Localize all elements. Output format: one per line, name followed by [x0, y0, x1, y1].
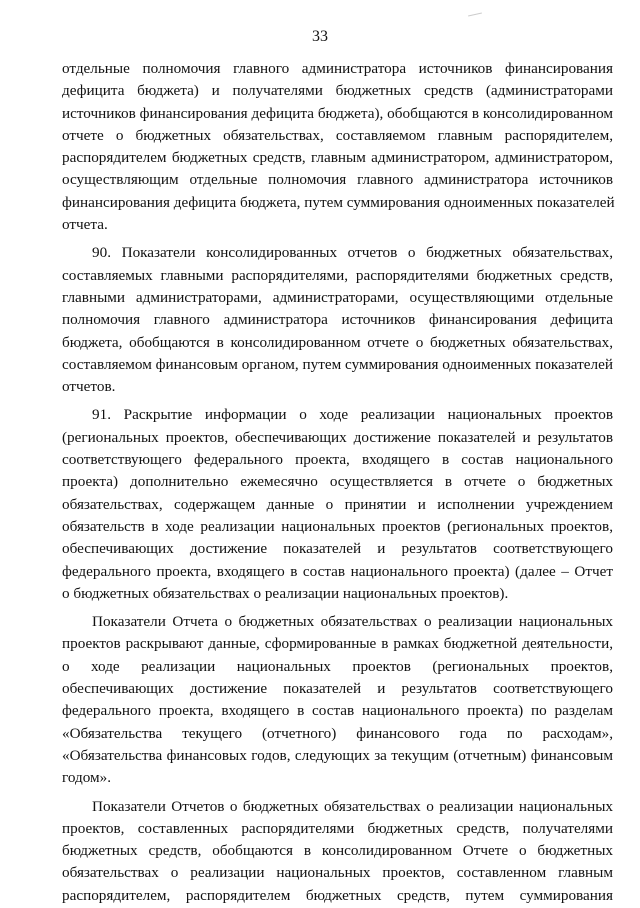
paragraph-start: Показатели Отчетов о бюджетных обязательствах о реализации национальных: [92, 797, 613, 815]
text-line: полномочия главного администратора источников финансирования дефицита: [62, 311, 613, 329]
text-line: главными администраторами, администраторами, осуществляющими отдельные: [62, 288, 613, 306]
text-line: федерального проекта, входящего в состав национального проекта) по разделам: [62, 702, 613, 720]
text-line: обязательствах о реализации национальных проектов, составленном главным: [62, 864, 613, 882]
text-line: обязательств в ходе реализации национальных проектов (региональных проектов,: [62, 517, 613, 535]
text-line: соответствующего федерального проекта, входящего в состав национального: [62, 451, 613, 469]
text-line: распорядителем бюджетных средств, главным администратором, администратором,: [62, 149, 613, 167]
text-line: осуществляющим отдельные полномочия главного администратора источников: [62, 171, 613, 189]
text-line: обеспечивающих достижение показателей и результатов соответствующего: [62, 680, 613, 698]
text-line: финансирования дефицита бюджета, путем суммирования одноименных показателей: [62, 193, 615, 211]
text-line: обязательствах, содержащем данные о принятии и исполнении учреждением: [62, 495, 613, 513]
text-line: проекта) дополнительно ежемесячно осуществляется в отчете о бюджетных: [62, 473, 613, 491]
scan-mark: [468, 13, 482, 17]
document-body: [62, 58, 613, 907]
paragraph-90-start: 90. Показатели консолидированных отчетов о бюджетных обязательствах,: [92, 244, 613, 262]
text-line: федерального проекта, входящего в состав национального проекта) (далее – Отчет: [62, 562, 613, 580]
paragraph-start: Показатели Отчета о бюджетных обязательствах о реализации национальных: [92, 613, 613, 631]
page-number: 33: [312, 28, 328, 45]
text-line: отчетов.: [62, 378, 116, 396]
text-line: отдельные полномочия главного администратора источников финансирования: [62, 60, 613, 77]
text-line: (региональных проектов, обеспечивающих достижение показателей и результатов: [62, 428, 613, 446]
text-line: дефицита бюджета) и получателями бюджетных средств (администраторами: [62, 82, 613, 100]
text-line: обеспечивающих достижение показателей и результатов соответствующего: [62, 540, 613, 558]
text-line: «Обязательства финансовых годов, следующих за текущим (отчетным) финансовым: [62, 746, 613, 764]
text-line: бюджета, обобщаются в консолидированном отчете о бюджетных обязательствах,: [62, 333, 613, 351]
text-line: источников финансирования дефицита бюджета), обобщаются в консолидированном: [62, 104, 613, 122]
text-line: «Обязательства текущего (отчетного) финансового года по расходам»,: [62, 724, 613, 742]
text-line: проектов раскрывают данные, сформированные в рамках бюджетной деятельности,: [62, 635, 613, 653]
text-line: отчете о бюджетных обязательствах, составляемом главным распорядителем,: [62, 126, 613, 144]
text-line: проектов, составленных распорядителями бюджетных средств, получателями: [62, 819, 613, 837]
text-line: отчета.: [62, 216, 108, 234]
text-line: о бюджетных обязательствах о реализации национальных проектов).: [62, 584, 509, 602]
text-line: бюджетных средств, обобщаются в консолидированном Отчете о бюджетных: [62, 842, 613, 860]
text-line: составляемых главными распорядителями, распорядителями бюджетных средств,: [62, 266, 613, 284]
text-line: составляемом финансовым органом, путем суммирования одноименных показателей: [62, 355, 613, 373]
text-line: распорядителем, распорядителем бюджетных средств, путем суммирования: [62, 886, 613, 904]
text-line: о ходе реализации национальных проектов (региональных проектов,: [62, 657, 613, 675]
text-line: годом».: [62, 769, 112, 787]
paragraph-91-start: 91. Раскрытие информации о ходе реализации национальных проектов: [92, 406, 613, 424]
